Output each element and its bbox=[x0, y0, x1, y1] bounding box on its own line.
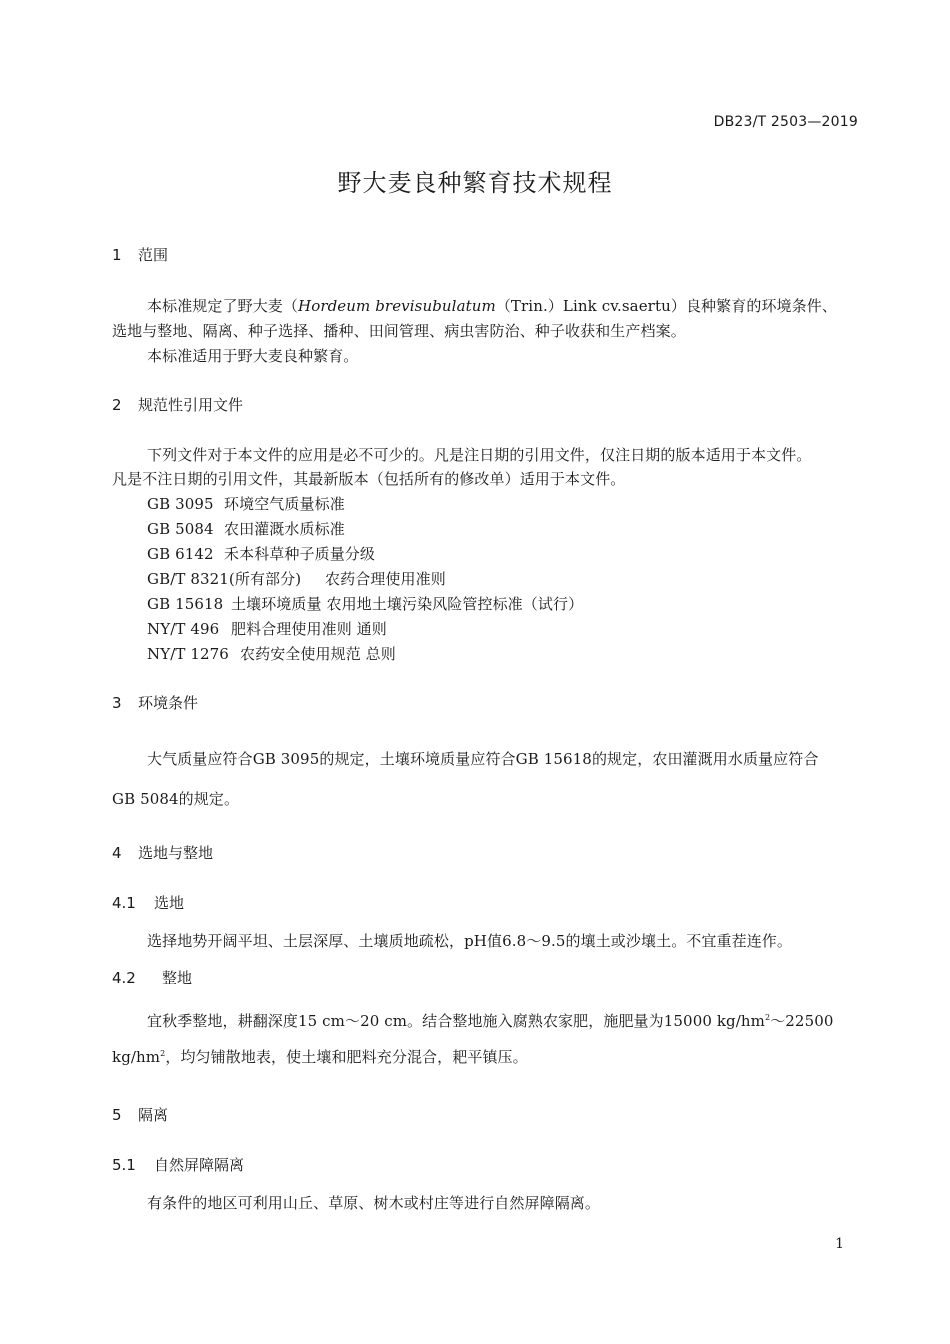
section-1-paragraph-1-line-1 bbox=[147, 295, 837, 316]
section-3-paragraph-line-2: GB 5084的规定。 bbox=[112, 790, 240, 808]
text: （Trin.）Link cv.saertu）良种繁育的环境条件、 bbox=[495, 297, 837, 315]
text: 宜秋季整地，耕翻深度15 cm～20 cm。结合整地施入腐熟农家肥，施肥量为15000 kg/hm bbox=[147, 1012, 765, 1030]
reference-item bbox=[147, 618, 387, 639]
section-title: 选地与整地 bbox=[138, 844, 214, 862]
reference-name: 禾本科草种子质量分级 bbox=[224, 545, 376, 563]
section-1-paragraph-2: 本标准适用于野大麦良种繁育。 bbox=[147, 347, 359, 365]
section-1-paragraph-1-line-2: 选地与整地、隔离、种子选择、播种、田间管理、病虫害防治、种子收获和生产档案。 bbox=[112, 322, 686, 340]
section-3-paragraph-line-1: 大气质量应符合GB 3095的规定，土壤环境质量应符合GB 15618的规定，农田灌溉用水质量应符合 bbox=[147, 750, 819, 768]
section-number: 2 bbox=[112, 396, 122, 414]
section-number: 1 bbox=[112, 246, 122, 264]
section-number: 3 bbox=[112, 694, 122, 712]
section-number: 4.1 bbox=[112, 894, 136, 912]
section-1-heading bbox=[112, 244, 168, 265]
section-2-paragraph-line-1: 下列文件对于本文件的应用是必不可少的。凡是注日期的引用文件，仅注日期的版本适用于本文件。 bbox=[147, 446, 812, 464]
text: kg/hm bbox=[112, 1048, 161, 1066]
superscript: 2 bbox=[764, 1013, 771, 1022]
text: 本标准规定了野大麦（ bbox=[147, 297, 299, 315]
section-title: 自然屏障隔离 bbox=[154, 1156, 245, 1174]
document-title: 野大麦良种繁育技术规程 bbox=[337, 169, 613, 197]
page-number: 1 bbox=[835, 1236, 844, 1252]
reference-code: NY/T 496 bbox=[147, 620, 220, 638]
section-4-2-paragraph-line-1 bbox=[147, 1010, 834, 1031]
section-5-1-heading bbox=[112, 1154, 244, 1175]
reference-code: GB 5084 bbox=[147, 520, 214, 538]
reference-name: 肥料合理使用准则 通则 bbox=[231, 620, 387, 638]
section-number: 4.2 bbox=[112, 969, 136, 987]
reference-code: GB 6142 bbox=[147, 545, 214, 563]
section-title: 环境条件 bbox=[138, 694, 199, 712]
section-4-1-paragraph: 选择地势开阔平坦、土层深厚、土壤质地疏松，pH值6.8～9.5的壤土或沙壤土。不宜重茬连作。 bbox=[147, 932, 792, 950]
reference-code: NY/T 1276 bbox=[147, 645, 229, 663]
section-number: 5 bbox=[112, 1106, 122, 1124]
reference-item bbox=[147, 568, 446, 589]
section-5-heading bbox=[112, 1104, 168, 1125]
reference-code: GB/T 8321(所有部分) bbox=[147, 570, 302, 588]
section-3-heading bbox=[112, 692, 198, 713]
reference-code: GB 15618 bbox=[147, 595, 224, 613]
section-2-heading bbox=[112, 394, 243, 415]
document-code: DB23/T 2503—2019 bbox=[713, 114, 858, 130]
section-title: 规范性引用文件 bbox=[138, 396, 244, 414]
text: ～22500 bbox=[770, 1012, 834, 1030]
reference-name: 农药安全使用规范 总则 bbox=[240, 645, 396, 663]
reference-item bbox=[147, 543, 375, 564]
reference-item bbox=[147, 593, 583, 614]
section-title: 范围 bbox=[138, 246, 169, 264]
section-4-heading bbox=[112, 842, 213, 863]
section-5-1-paragraph: 有条件的地区可利用山丘、草原、树木或村庄等进行自然屏障隔离。 bbox=[147, 1194, 601, 1212]
reference-item bbox=[147, 493, 345, 514]
section-title: 隔离 bbox=[138, 1106, 169, 1124]
superscript: 2 bbox=[160, 1049, 166, 1058]
section-number: 4 bbox=[112, 844, 122, 862]
reference-code: GB 3095 bbox=[147, 495, 214, 513]
section-4-1-heading bbox=[112, 892, 184, 913]
section-number: 5.1 bbox=[112, 1156, 136, 1174]
section-4-2-heading bbox=[112, 967, 192, 988]
reference-name: 农药合理使用准则 bbox=[325, 570, 446, 588]
reference-name: 土壤环境质量 农用地土壤污染风险管控标准（试行） bbox=[231, 595, 584, 613]
reference-name: 环境空气质量标准 bbox=[224, 495, 345, 513]
section-2-paragraph-line-2: 凡是不注日期的引用文件，其最新版本（包括所有的修改单）适用于本文件。 bbox=[112, 470, 626, 488]
section-title: 整地 bbox=[162, 969, 193, 987]
reference-name: 农田灌溉水质标准 bbox=[224, 520, 345, 538]
reference-item bbox=[147, 518, 345, 539]
text: ，均匀铺散地表，使土壤和肥料充分混合，耙平镇压。 bbox=[165, 1048, 528, 1066]
reference-item bbox=[147, 643, 396, 664]
section-4-2-paragraph-line-2 bbox=[112, 1046, 528, 1067]
latin-name: Hordeum brevisubulatum bbox=[298, 297, 496, 315]
section-title: 选地 bbox=[154, 894, 185, 912]
